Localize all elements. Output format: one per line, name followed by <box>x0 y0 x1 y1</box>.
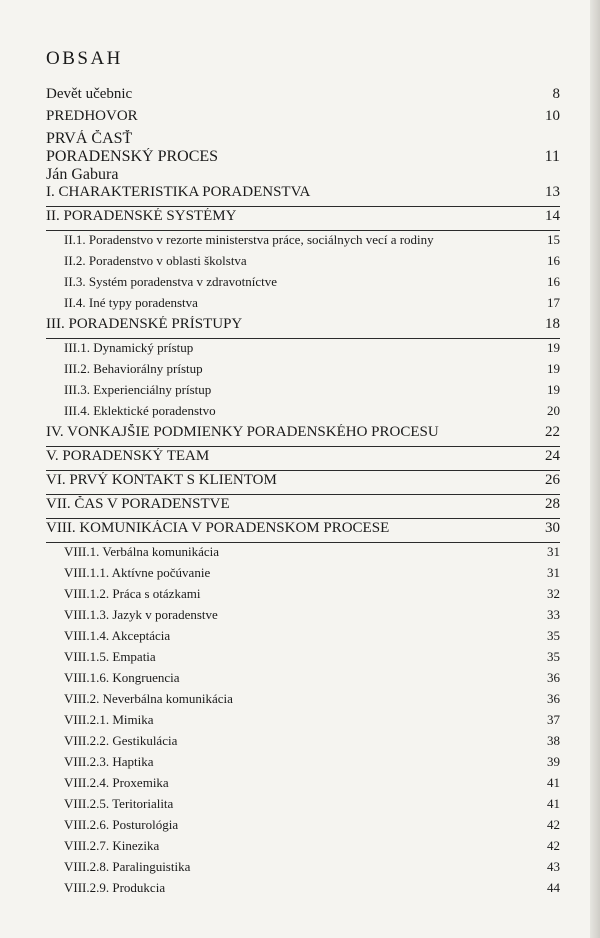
toc-entry-page: 20 <box>547 403 560 418</box>
toc-entry <box>46 817 560 838</box>
toc-entry <box>46 274 560 295</box>
toc-entry <box>46 733 560 754</box>
toc-entry <box>46 544 560 565</box>
toc-entry-page: 42 <box>547 817 560 832</box>
toc-entry-page: 37 <box>547 712 560 727</box>
toc-entry-title: VIII.1.6. Kongruencia <box>64 670 180 685</box>
toc-entry-title: VIII.1.1. Aktívne počúvanie <box>64 565 211 580</box>
toc-entry-page: 10 <box>545 108 560 124</box>
toc-entry <box>46 208 560 232</box>
toc-entry <box>46 496 560 520</box>
toc-entry-page: 14 <box>545 208 560 224</box>
toc-entry-page: 13 <box>545 184 560 200</box>
toc-entry-page: 15 <box>547 232 560 247</box>
toc-entry <box>46 295 560 316</box>
toc-entry-title: IV. VONKAJŠIE PODMIENKY PORADENSKÉHO PROCESU <box>46 424 439 440</box>
toc-entry <box>46 403 560 424</box>
toc-entry <box>46 607 560 628</box>
toc-entry <box>46 148 560 166</box>
toc-entry-title: III.3. Experienciálny prístup <box>64 382 212 397</box>
toc-entry-page: 19 <box>547 361 560 376</box>
toc-entry-title: I. CHARAKTERISTIKA PORADENSTVA <box>46 184 311 200</box>
toc-entry-page: 39 <box>547 754 560 769</box>
toc-entry-title: VIII.2.4. Proxemika <box>64 775 169 790</box>
toc-entry-title: VIII.2.8. Paralinguistika <box>64 859 191 874</box>
toc-entry-page: 35 <box>547 628 560 643</box>
toc-entry-title: VIII. KOMUNIKÁCIA V PORADENSKOM PROCESE <box>46 520 390 536</box>
toc-entry-title: Ján Gabura <box>46 166 119 183</box>
toc-entry <box>46 340 560 361</box>
toc-entry-page: 36 <box>547 670 560 685</box>
toc-entry-title: II.1. Poradenstvo v rezorte ministerstva práce, sociálnych vecí a rodiny <box>64 232 434 247</box>
toc-entry-page: 41 <box>547 775 560 790</box>
toc-entry <box>46 184 560 208</box>
toc-entry-page: 8 <box>552 86 560 102</box>
toc-entry <box>46 166 560 184</box>
toc-entry-page: 19 <box>547 382 560 397</box>
toc-entry <box>46 754 560 775</box>
toc-entry <box>46 691 560 712</box>
toc-entry-page: 16 <box>547 274 560 289</box>
toc-entry-title: Devět učebnic <box>46 86 133 102</box>
toc-entry <box>46 670 560 691</box>
toc-entry-title: II.2. Poradenstvo v oblasti školstva <box>64 253 247 268</box>
toc-entry-title: PREDHOVOR <box>46 108 138 124</box>
toc-entry <box>46 712 560 733</box>
table-of-contents <box>46 86 560 901</box>
toc-entry-page: 16 <box>547 253 560 268</box>
toc-entry-page: 44 <box>547 880 560 895</box>
toc-entry <box>46 520 560 544</box>
toc-entry-title: VIII.2.1. Mimika <box>64 712 154 727</box>
toc-entry-title: PRVÁ ČASŤ <box>46 130 133 147</box>
toc-entry-title: VIII.1.4. Akceptácia <box>64 628 171 643</box>
toc-entry <box>46 108 560 130</box>
toc-entry-page: 43 <box>547 859 560 874</box>
toc-entry-title: III.2. Behaviorálny prístup <box>64 361 203 376</box>
toc-entry-title: VIII.1. Verbálna komunikácia <box>64 544 219 559</box>
toc-entry <box>46 424 560 448</box>
toc-entry <box>46 838 560 859</box>
toc-entry <box>46 586 560 607</box>
toc-entry-title: III.1. Dynamický prístup <box>64 340 194 355</box>
toc-entry-title: II.4. Iné typy poradenstva <box>64 295 198 310</box>
toc-entry <box>46 448 560 472</box>
toc-entry-title: PORADENSKÝ PROCES <box>46 148 219 165</box>
toc-entry <box>46 130 560 148</box>
toc-entry <box>46 253 560 274</box>
toc-entry-page: 33 <box>547 607 560 622</box>
toc-entry-title: VIII.2.3. Haptika <box>64 754 154 769</box>
toc-entry-page: 38 <box>547 733 560 748</box>
toc-entry-title: VI. PRVÝ KONTAKT S KLIENTOM <box>46 472 277 488</box>
toc-entry <box>46 859 560 880</box>
toc-entry <box>46 880 560 901</box>
toc-entry <box>46 565 560 586</box>
toc-entry-page: 17 <box>547 295 560 310</box>
toc-entry <box>46 649 560 670</box>
page-edge <box>590 0 600 938</box>
toc-entry-page: 24 <box>545 448 560 464</box>
toc-entry-page: 36 <box>547 691 560 706</box>
toc-entry-page: 28 <box>545 496 560 512</box>
toc-entry <box>46 796 560 817</box>
toc-entry-title: VII. ČAS V PORADENSTVE <box>46 496 230 512</box>
toc-entry-page: 19 <box>547 340 560 355</box>
toc-entry-title: VIII.2.6. Posturológia <box>64 817 179 832</box>
toc-heading: OBSAH <box>46 48 123 69</box>
toc-entry-title: VIII.1.5. Empatia <box>64 649 156 664</box>
toc-entry <box>46 775 560 796</box>
toc-entry-page: 30 <box>545 520 560 536</box>
toc-entry-page: 31 <box>547 544 560 559</box>
toc-entry <box>46 382 560 403</box>
toc-entry <box>46 316 560 340</box>
toc-entry-title: VIII.2.7. Kinezika <box>64 838 160 853</box>
toc-entry-page: 35 <box>547 649 560 664</box>
toc-entry-page: 18 <box>545 316 560 332</box>
toc-entry-title: II.3. Systém poradenstva v zdravotníctve <box>64 274 277 289</box>
toc-entry <box>46 232 560 253</box>
toc-entry-title: VIII.2.2. Gestikulácia <box>64 733 178 748</box>
toc-entry-page: 32 <box>547 586 560 601</box>
toc-entry-page: 41 <box>547 796 560 811</box>
toc-entry-title: VIII.1.2. Práca s otázkami <box>64 586 201 601</box>
toc-entry-page: 22 <box>545 424 560 440</box>
toc-entry-page: 26 <box>545 472 560 488</box>
toc-entry-page: 42 <box>547 838 560 853</box>
toc-entry-title: III. PORADENSKÉ PRÍSTUPY <box>46 316 243 332</box>
toc-entry-page: 31 <box>547 565 560 580</box>
toc-entry-title: VIII.2. Neverbálna komunikácia <box>64 691 233 706</box>
toc-entry-title: V. PORADENSKÝ TEAM <box>46 448 210 464</box>
toc-entry <box>46 472 560 496</box>
toc-entry <box>46 628 560 649</box>
toc-entry-title: VIII.2.9. Produkcia <box>64 880 166 895</box>
toc-entry <box>46 86 560 108</box>
toc-entry-title: VIII.2.5. Teritorialita <box>64 796 174 811</box>
toc-entry <box>46 361 560 382</box>
toc-entry-title: VIII.1.3. Jazyk v poradenstve <box>64 607 218 622</box>
toc-entry-page: 11 <box>544 148 560 165</box>
toc-entry-title: III.4. Eklektické poradenstvo <box>64 403 216 418</box>
toc-entry-title: II. PORADENSKÉ SYSTÉMY <box>46 208 237 224</box>
